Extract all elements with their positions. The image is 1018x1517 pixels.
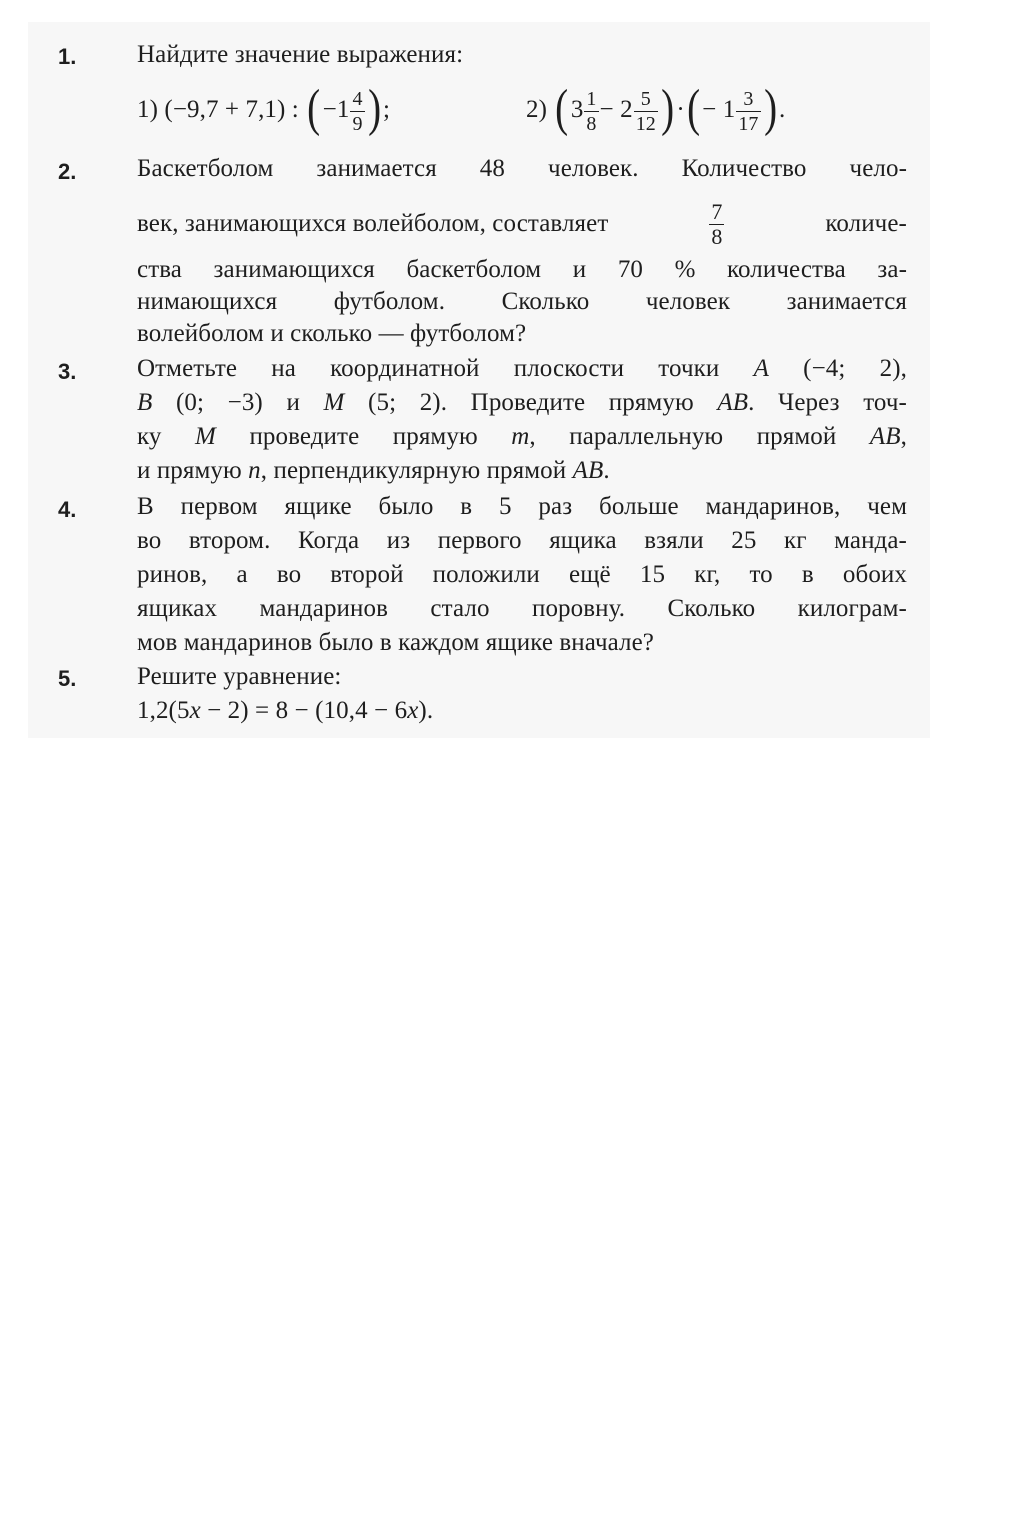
text-segment: (−4; 2), bbox=[803, 355, 907, 382]
denominator: 9 bbox=[352, 112, 363, 135]
period: . bbox=[778, 96, 786, 123]
paren-close: ) bbox=[367, 80, 381, 137]
task-number: 1. bbox=[58, 44, 77, 69]
text-line: В первом ящике было в 5 раз больше мандаринов, чем bbox=[137, 493, 907, 520]
text-segment: − 2) = 8 − (10,4 − 6 bbox=[200, 697, 408, 724]
whole-part: − 1 bbox=[702, 96, 736, 123]
text-line: мов мандаринов было в каждом ящике вначале? bbox=[137, 629, 655, 656]
text-segment: ). bbox=[418, 697, 434, 724]
task-number: 2. bbox=[58, 159, 77, 184]
paren-close: ) bbox=[661, 80, 675, 137]
fraction bbox=[709, 198, 724, 249]
text-line bbox=[137, 388, 907, 418]
text-segment: (5; 2). Проведите прямую bbox=[368, 389, 694, 416]
line-label: AB bbox=[717, 389, 749, 416]
text-segment: , перпендикулярную прямой bbox=[260, 457, 567, 484]
equation bbox=[137, 696, 907, 726]
text-line bbox=[137, 456, 907, 486]
numerator: 1 bbox=[586, 87, 597, 110]
task-text: Найдите значение выражения: bbox=[137, 41, 464, 68]
text-segment: и прямую bbox=[137, 457, 242, 484]
text-segment: Отметьте на координатной плоскости точки bbox=[137, 355, 720, 382]
point-label: M bbox=[195, 423, 216, 450]
multiply-dot: · bbox=[676, 96, 685, 123]
text-segment: количе- bbox=[825, 210, 907, 237]
text-line: Баскетболом занимается 48 человек. Количество чело- bbox=[137, 155, 907, 182]
paren-open: ( bbox=[307, 80, 321, 137]
point-label: A bbox=[753, 355, 769, 382]
expr-label: 1) bbox=[137, 96, 159, 123]
line-label: AB bbox=[869, 423, 901, 450]
denominator: 12 bbox=[635, 112, 656, 135]
text-line: волейболом и сколько — футболом? bbox=[137, 320, 527, 347]
minus-whole: − 2 bbox=[599, 96, 633, 123]
denominator: 8 bbox=[711, 223, 723, 249]
whole-part: 3 bbox=[570, 96, 584, 123]
task-number: 5. bbox=[58, 666, 77, 691]
text-line-with-fraction bbox=[137, 196, 907, 252]
semicolon: ; bbox=[382, 96, 391, 123]
text-segment: . bbox=[603, 457, 610, 484]
numerator: 7 bbox=[711, 198, 723, 224]
text-segment: 1,2(5 bbox=[137, 697, 190, 724]
text-line: ящиках мандаринов стало поровну. Сколько килограм- bbox=[137, 595, 907, 622]
text-line: во втором. Когда из первого ящика взяли 25 кг манда- bbox=[137, 527, 907, 554]
numerator: 4 bbox=[352, 87, 363, 110]
fraction bbox=[350, 88, 364, 135]
text-segment: ку bbox=[137, 423, 162, 450]
task-number: 4. bbox=[58, 497, 77, 522]
fraction bbox=[584, 88, 598, 135]
expr-label: 2) bbox=[526, 96, 548, 123]
numerator: 5 bbox=[640, 87, 651, 110]
line-label: AB bbox=[572, 457, 604, 484]
text-segment: , параллельную прямой bbox=[529, 423, 837, 450]
text-line bbox=[137, 422, 907, 452]
variable: x bbox=[189, 697, 201, 724]
text-line: нимающихся футболом. Сколько человек занимается bbox=[137, 288, 907, 315]
text-line: Решите уравнение: bbox=[137, 663, 342, 690]
text-line: ства занимающихся баскетболом и 70 % количества за- bbox=[137, 256, 907, 283]
text-segment: . Через точ- bbox=[748, 389, 907, 416]
denominator: 8 bbox=[586, 112, 597, 135]
text-segment: век, занимающихся волейболом, составляет bbox=[137, 210, 609, 237]
fraction bbox=[736, 88, 760, 135]
text-segment: (0; −3) и bbox=[175, 389, 300, 416]
fraction bbox=[634, 88, 658, 135]
variable: x bbox=[407, 697, 419, 724]
text-line bbox=[137, 354, 907, 384]
expression-2 bbox=[526, 82, 906, 138]
text-segment bbox=[511, 423, 836, 450]
text-segment bbox=[717, 389, 907, 416]
task-number: 3. bbox=[58, 359, 77, 384]
point-label: M bbox=[323, 389, 345, 416]
line-label: m bbox=[511, 423, 530, 450]
text-line: ринов, а во второй положили ещё 15 кг, то в обоих bbox=[137, 561, 907, 588]
paren-open: ( bbox=[686, 80, 700, 137]
text-segment: AB, bbox=[869, 423, 907, 450]
whole-part: −1 bbox=[322, 96, 350, 123]
line-label: n bbox=[248, 457, 261, 484]
numerator: 3 bbox=[743, 87, 754, 110]
paren-open: ( bbox=[555, 80, 569, 137]
text-segment: проведите прямую bbox=[249, 423, 478, 450]
paren-close: ) bbox=[763, 80, 777, 137]
point-label: B bbox=[137, 389, 153, 416]
denominator: 17 bbox=[738, 112, 759, 135]
expr-text: (−9,7 + 7,1) : bbox=[164, 96, 299, 123]
